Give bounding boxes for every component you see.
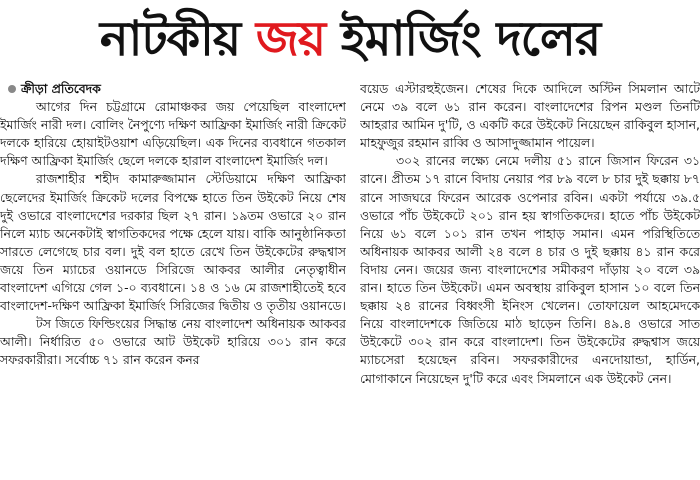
byline-text: ক্রীড়া প্রতিবেদক — [21, 81, 101, 96]
paragraph: টস জিতে ফিল্ডিংয়ের সিদ্ধান্ত নেয় বাংলাদেশ অধিনায়ক আকবর আলী। নির্ধারিত ৫০ ওভারে আট উইকেট হারিয়ে ৩০১ রান করে সফরকারীরা। সর্বোচ্চ ৭১ রান করেন কনর — [0, 316, 346, 368]
headline-part-3: ইমার্জিং দলের — [325, 11, 601, 67]
article-column-left — [0, 80, 346, 480]
article-column-right — [360, 80, 700, 480]
byline — [0, 80, 346, 98]
paragraph: রাজশাহীর শহীদ কামারুজ্জামান স্টেডিয়ামে দক্ষিণ আফ্রিকা ছেলেদের ইমার্জিং ক্রিকেট দলের বিপক্ষে হাতে তিন উইকেট নিয়ে শেষ দুই ওভারে বাংলাদেশের দরকার ছিল ২৭ রান। ১৯তম ওভারে ২০ রান নিলে ম্যাচ অনেকটাই স্বাগতিকদের পক্ষে হেলে যায়। বাকি আনুষ্ঠানিকতা সারতে লেগেছে চার বল। দুই বল হাতে রেখে তিন উইকেটের রুদ্ধশ্বাস জয়ে তিন ম্যাচের ওয়ানডে সিরিজে আকবর আলীর নেতৃত্বাধীন বাংলাদেশ এগিয়ে গেল ১-০ ব্যবধানে। ১৪ ও ১৬ মে রাজশাহীতেই হবে বাংলাদেশ-দক্ষিণ আফ্রিকা ইমার্জিং সিরিজের দ্বিতীয় ও তৃতীয় ওয়ানডে। — [0, 171, 346, 314]
byline-bullet-icon — [8, 85, 16, 93]
headline-part-1: নাটকীয় — [99, 11, 256, 67]
paragraph: বয়েড এস্টারহুইজেন। শেষের দিকে আদিলে অস্টিন সিমলান আটে নেমে ৩৯ বলে ৬১ রান করেন। বাংলাদেশের রিপন মণ্ডল তিনটি আহরার আমিন দু'টি, ও একটি করে উইকেট নিয়েছেন রাকিবুল হাসান, মাহফুজুর রহমান রাব্বি ও আসাদুজ্জামান পায়েল। — [360, 81, 700, 151]
headline-accent-word: জয় — [255, 11, 326, 67]
headline — [0, 0, 700, 78]
paragraph: আগের দিন চট্টগ্রামে রোমাঞ্চকর জয় পেয়েছিল বাংলাদেশ ইমার্জিং নারী দল। বোলিং নৈপুণ্যে দক্ষিণ আফ্রিকা ইমার্জিং নারী ক্রিকেট দলকে হারিয়ে হোয়াইটওয়াশ এড়িয়েছিল। এক দিনের ব্যবধানে গতকাল দক্ষিণ আফ্রিকা ইমার্জিং ছেলে দলকে হারাল বাংলাদেশ ইমার্জিং দল। — [0, 99, 346, 169]
article-body — [0, 80, 700, 480]
paragraph: ৩০২ রানের লক্ষ্যে নেমে দলীয় ৫১ রানে জিসান ফিরেন ৩১ রানে। প্রীতম ১৭ রানে বিদায় নেয়ার পর ৮৯ বলে ৮ চার দুই ছক্কায় ৮৭ রানে সাজঘরে ফিরেন আরেক ওপেনার রবিন। একটা পর্যায়ে ৩৯.৫ ওভারে পাঁচ উইকেটে ২০১ রান হয় স্বাগতিকদের। হাতে পাঁচ উইকেট নিয়ে ৬১ বলে ১০১ রান তখন পাহাড় সমান। এমন পরিস্থিতিতে অধিনায়ক আকবর আলী ২৪ বলে ৪ চার ও দুই ছক্কায় ৪১ রান করে বিদায় নেন। জয়ের জন্য বাংলাদেশের সমীকরণ দাঁড়ায় ২০ বলে ৩৯ রান। হাতে তিন উইকেট। এমন অবস্থায় রাকিবুল হাসান ১০ বলে তিন ছক্কায় ২৪ রানের বিধ্বংসী ইনিংস খেলেন। তোফায়েল আহমেদকে নিয়ে বাংলাদেশকে জিতিয়ে মাঠ ছাড়েন তিনি। ৪৯.৪ ওভারে সাত উইকেটে ৩০২ রান করে বাংলাদেশ। তিন উইকেটের রুদ্ধশ্বাস জয়ে ম্যাচসেরা হয়েছেন রবিন। সফরকারীদের এনদোয়ান্ডা, হার্ডিন, মোগাকানে নিয়েছেন দু'টি করে এবং সিমলানে এক উইকেট নেন। — [360, 153, 700, 386]
